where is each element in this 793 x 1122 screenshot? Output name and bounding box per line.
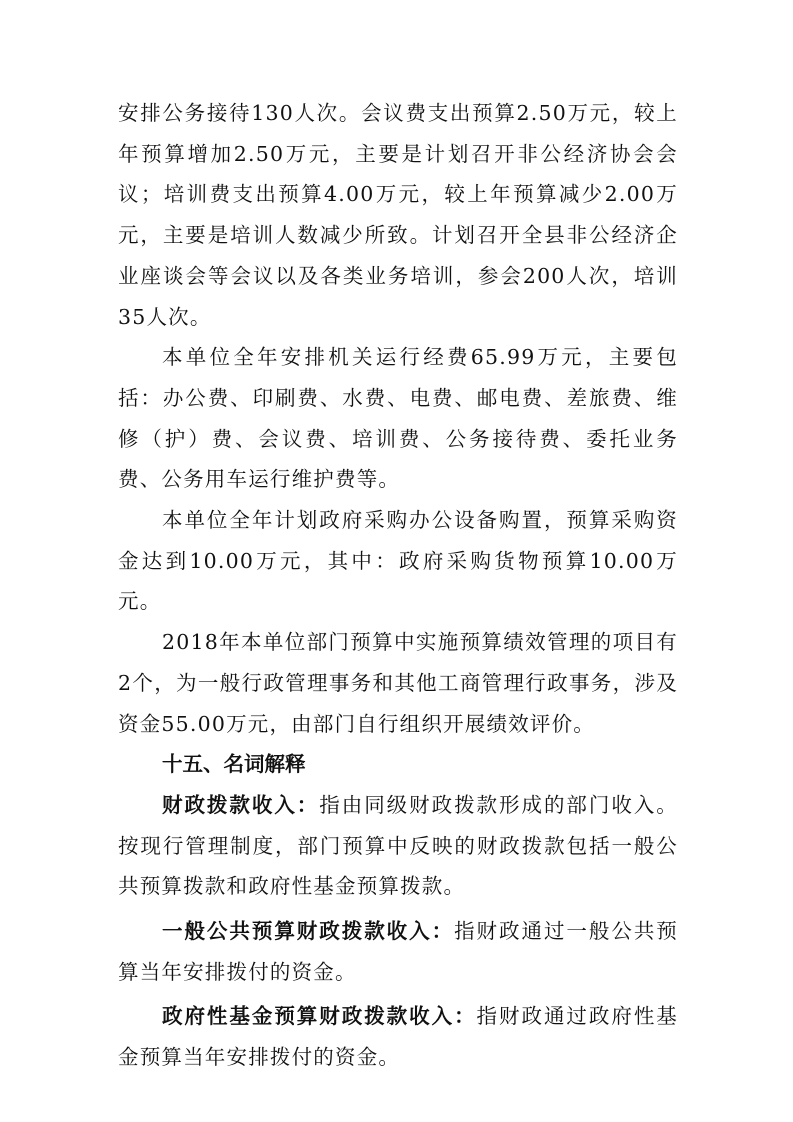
definition-term: 一般公共预算财政拨款收入：	[162, 919, 455, 944]
section-heading-glossary: 十五、名词解释	[162, 752, 306, 777]
definition-text: 指财政通过政府性基金预算当年安排拨付的资金。	[118, 1004, 678, 1070]
definition-term: 财政拨款收入：	[162, 792, 320, 817]
definition-text: 指由同级财政拨款形成的部门收入。按现行管理制度，部门预算中反映的财政拨款包括一般公共预算拨款和政府性基金预算拨款。	[118, 792, 678, 899]
definition-general-public-budget	[118, 911, 678, 992]
definition-fiscal-appropriation	[118, 785, 678, 907]
paragraph-government-procurement: 本单位全年计划政府采购办公设备购置，预算采购资金达到10.00万元，其中：政府采购货物预算10.00万元。	[118, 508, 678, 614]
paragraph-operating-funds: 本单位全年安排机关运行经费65.99万元，主要包括：办公费、印刷费、水费、电费、邮电费、差旅费、维修（护）费、会议费、培训费、公务接待费、委托业务费、公务用车运行维护费等。	[118, 345, 678, 492]
document-body	[118, 93, 678, 1078]
definition-term: 政府性基金预算财政拨款收入：	[162, 1004, 477, 1029]
paragraph-meeting-training-expenses: 安排公务接待130人次。会议费支出预算2.50万元，较上年预算增加2.50万元，主要是计划召开非公经济协会会议；培训费支出预算4.00万元，较上年预算减少2.00万元，主要是培训人数减少所致。计划召开全县非公经济企业座谈会等会议以及各类业务培训，参会200人次，培训35人次。	[118, 101, 678, 329]
definition-government-fund-budget	[118, 996, 678, 1077]
paragraph-performance-management: 2018年本单位部门预算中实施预算绩效管理的项目有2个，为一般行政管理事务和其他工商管理行政事务，涉及资金55.00万元，由部门自行组织开展绩效评价。	[118, 630, 678, 736]
definition-text: 指财政通过一般公共预算当年安排拨付的资金。	[118, 919, 679, 984]
